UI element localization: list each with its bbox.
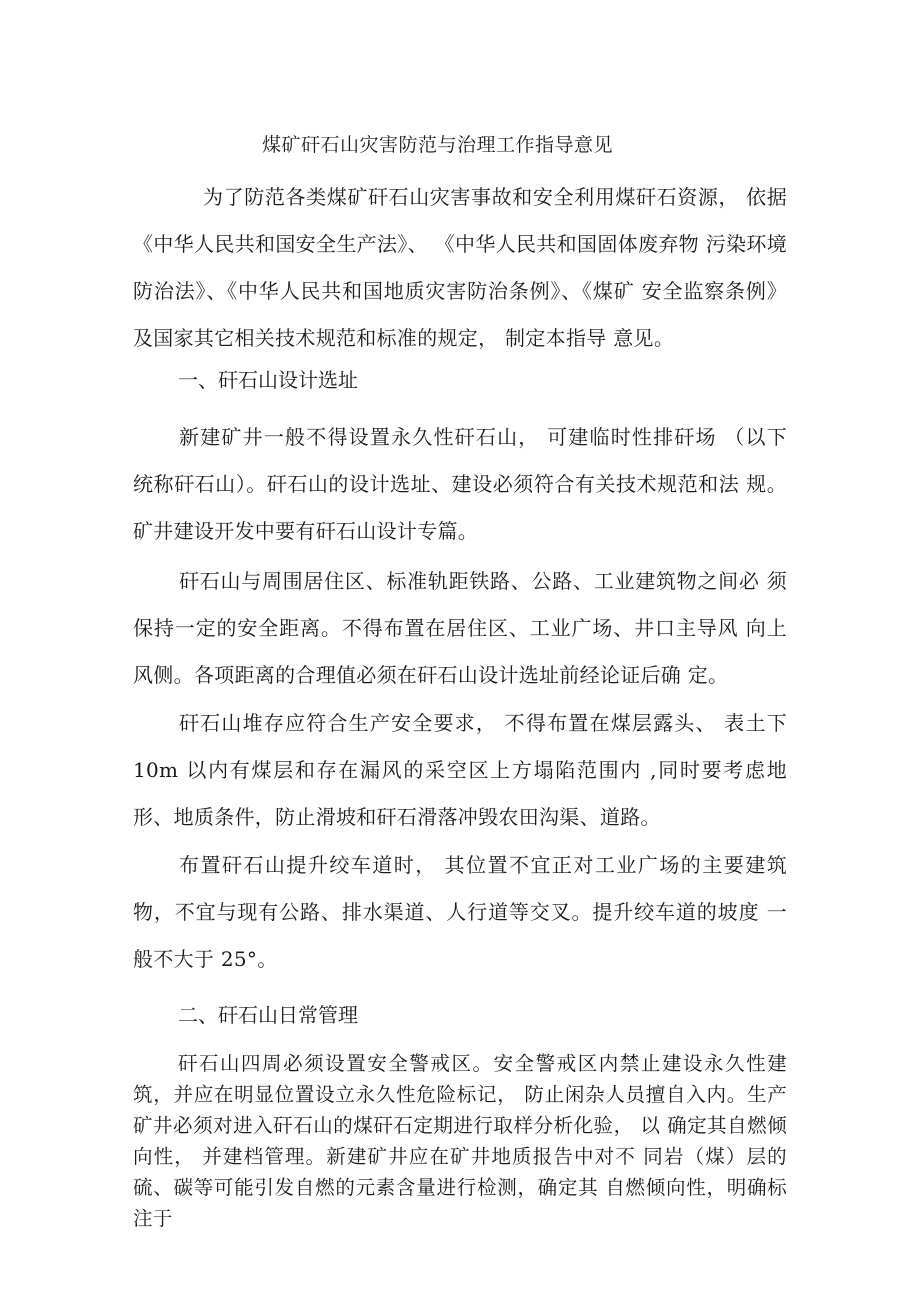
section-heading-daily-management: 二、矸石山日常管理 [178, 1003, 358, 1027]
document-title: 煤矿矸石山灾害防范与治理工作指导意见 [262, 134, 614, 156]
paragraph: 新建矿井一般不得设置永久性矸石山， 可建临时性排矸场 （以下 统称矸石山）。矸石山的设计选址、建设必须符合有关技术规范和法 规。矿井建设开发中要有矸石山设计专篇。 [133, 425, 787, 543]
paragraph: 矸石山与周围居住区、标准轨距铁路、公路、工业建筑物之间必 须保持一定的安全距离。不得布置在居住区、工业广场、井口主导风 向上风侧。各项距离的合理值必须在矸石山设计选址前经论证后确 定。 [133, 569, 787, 687]
intro-paragraph: 为了防范各类煤矿矸石山灾害事故和安全利用煤矸石资源， 依据《中华人民共和国安全生产法》、 《中华人民共和国固体废弃物 污染环境防治法》、《中华人民共和国地质灾害防治条例》、《煤矿 安全监察条例》 及国家其它相关技术规范和标准的规定， 制定本指导 意见。 [133, 185, 787, 350]
section-heading-site-selection: 一、矸石山设计选址 [178, 368, 358, 392]
paragraph: 矸石山四周必须设置安全警戒区。安全警戒区内禁止建设永久性建筑，并应在明显位置设立永久性危险标记， 防止闲杂人员擅自入内。生产矿井必须对进入矸石山的煤矸石定期进行取样分析化验， 以 确定其自燃倾向性， 并建档管理。新建矿井应在矿井地质报告中对不 同岩（煤）层的硫、碳等可能引发自燃的元素含量进行检测，确定其 自燃倾向性，明确标注于 [133, 1052, 787, 1230]
paragraph: 矸石山堆存应符合生产安全要求， 不得布置在煤层露头、 表土下10m 以内有煤层和存在漏风的采空区上方塌陷范围内 ,同时要考虑地 形、地质条件，防止滑坡和矸石滑落冲毁农田沟渠、道路。 [133, 711, 787, 829]
paragraph: 布置矸石山提升绞车道时， 其位置不宜正对工业广场的主要建筑 物，不宜与现有公路、排水渠道、人行道等交叉。提升绞车道的坡度 一般不大于 25°。 [133, 853, 787, 971]
